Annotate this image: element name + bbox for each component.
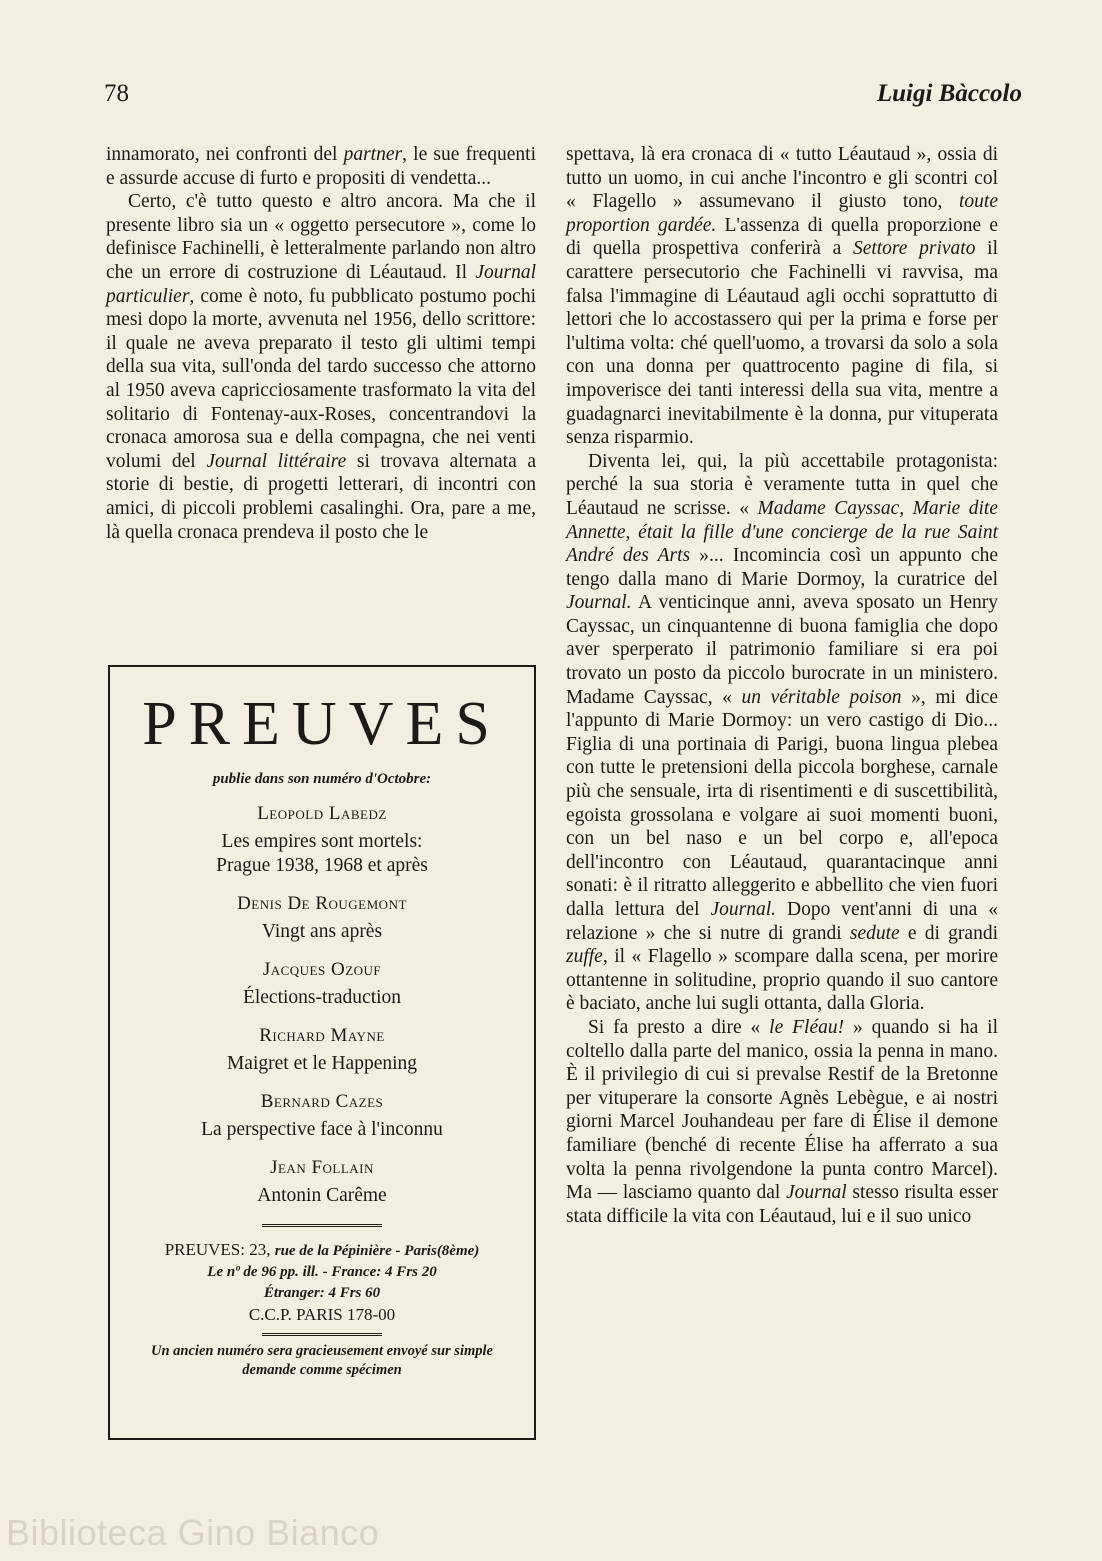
advert-work: Élections-traduction (242, 987, 402, 1008)
text-run: innamorato, nei confronti del (106, 144, 344, 165)
address-label: PREUVES: 23, (164, 1240, 271, 1259)
advert-author: Richard Mayne (259, 1025, 385, 1046)
text-run: » quando si ha il coltello dalla parte del manico, ossia la penna in mano. È il privilegio di cui si prevalse Restif de la Bretonne per vituperare la consorte Agnès Lebègue, e ai nostri giorni Marcel Jouhandeau per fare di Élise il demone familiare (benché di recente Élise ha afferrato a sua volta la penna rivolgendone la punta contro Marcel). Ma — lasciamo quanto dal (566, 1016, 998, 1204)
text-run-italic: Journal particulier (106, 261, 536, 307)
address-street: rue de la Pépinière - Paris (274, 1243, 437, 1259)
advert-author: Jean Follain (270, 1157, 374, 1178)
text-run: Si fa presto a dire « (588, 1016, 770, 1038)
price-line: Le nº de 96 pp. ill. - France: 4 Frs 20 (207, 1264, 437, 1280)
running-head: Luigi Bàccolo (876, 80, 1022, 107)
paragraph-left-2 (106, 190, 536, 544)
advert-entry (110, 1090, 534, 1142)
text-run: Dopo vent'anni di una « relazione » che si nutre di grandi (566, 899, 998, 944)
advert-work: Antonin Carême (257, 1185, 387, 1206)
preuves-advert (108, 665, 536, 1440)
advert-author: Denis De Rougemont (237, 893, 407, 914)
text-run: », mi dice l'appunto di Marie Dormoy: un vero castigo di Dio... Figlia di una portinaia di Parigi, buona lingua plebea con tutte le pretensioni della piccola borghese, carnale più che sensuale, irta di risentimenti e di suscettibilità, egoista grossolana e volgare ai suoi momenti buoni, con un bel naso e un bel corpo e, all'epoca dell'incontro con Léautaud, quarantacinque anni sonati: è il ritratto alleggerito e abbellito che vien fuori dalla lettura del (566, 686, 998, 920)
text-run: stesso risulta esser stata difficile la vita con Léautaud, lui e il suo unico (566, 1182, 999, 1227)
text-run: L'assenza di quella proporzione e di quella prospettiva conferirà a (566, 214, 999, 260)
text-run: si trovava alternata a storie di bestie, di progetti letterari, di incontri con amici, di piccoli problemi casalinghi. Ora, pare a me, là quella cronaca prendeva il posto che le (106, 450, 537, 543)
text-run-italic: Journal. (566, 592, 632, 614)
text-run-italic: Settore privato (852, 238, 976, 260)
text-run: , come è noto, fu pubblicato postumo pochi mesi dopo la morte, avvenuta nel 1956, dello scrittore: il quale ne aveva preparato il testo gli ultimi tempi della sua vita, sull'onda del tardo successo che attorno al 1950 aveva capricciosamente trasformato la vita del solitario di Fontenay-aux-Roses, concentrandovi la cronaca amorosa sua e della compagna, che nei venti volumi del (106, 285, 536, 472)
text-run: »... Incomincia così un appunto che tengo dalla mano di Marie Dormoy, la curatrice del (566, 545, 998, 590)
advert-work: Les empires sont mortels: (221, 831, 423, 852)
text-run-italic: Journal littéraire (206, 450, 347, 472)
address-arrondissement: (8ème) (436, 1243, 480, 1259)
text-run: il carattere persecutorio che Fachinelli vi ravvisa, ma falsa l'immagine di Léautaud agli occhi soprattutto di lettori che lo accostassero qui per la prima e forse per l'ultima volta: ché quell'uomo, a trovarsi da solo a sola con una donna per quattrocento pagine di fila, si impoverisce dei tanti interessi della sua vita, mentre a guadagnarci inevitabilmente è la donna, pur vituperata senza risparmio. (566, 238, 998, 449)
text-run-italic: Journal (786, 1182, 847, 1204)
text-run-italic: partner (343, 144, 403, 165)
text-run-italic: zuffe (566, 946, 603, 968)
text-run: spettava, là era cronaca di « tutto Léautaud », ossia di tutto un uomo, in cui anche l'incontro e gli scontri col « Flagello » assumevano il giusto tono, (566, 144, 998, 213)
advert-work: Vingt ans après (261, 921, 383, 942)
advert-address (110, 1239, 534, 1325)
text-run-italic: sedute (849, 922, 900, 944)
text-run-italic: toute proportion gardée. (566, 191, 998, 236)
paragraph-right-1 (566, 143, 998, 450)
advert-entry (110, 1156, 534, 1208)
address-line (110, 1239, 534, 1262)
paragraph-right-3 (566, 1016, 998, 1228)
right-column (566, 143, 998, 1228)
text-run: Diventa lei, qui, la più accettabile protagonista: perché la sua storia è veramente tutta in quel che Léautaud ne scrisse. « (566, 450, 998, 519)
left-column (106, 143, 536, 544)
paragraph-left-1 (106, 143, 536, 190)
advert-work: La perspective face à l'inconnu (201, 1119, 443, 1140)
advert-work: Maigret et le Happening (226, 1053, 418, 1074)
ccp-line: C.C.P. PARIS 178-00 (248, 1305, 396, 1324)
text-run-italic: un véritable poison (741, 686, 902, 708)
advert-subtitle: publie dans son numéro d'Octobre: (212, 771, 432, 787)
advert-author: Leopold Labedz (257, 803, 387, 824)
advert-author: Bernard Cazes (260, 1091, 384, 1112)
library-watermark: Biblioteca Gino Bianco (6, 1512, 380, 1553)
text-run: A venticinque anni, aveva sposato un Henry Cayssac, un cinquantenne di buona famiglia che dopo aver sperperato il patrimonio familiare si era poi trovato un posto da piccolo burocrate in un ministero. Madame Cayssac, « (566, 592, 998, 708)
advert-entry (110, 1024, 534, 1076)
text-run-italic: Journal. (710, 899, 777, 920)
advert-author: Jacques Ozouf (262, 959, 382, 980)
advert-title: PREUVES (142, 690, 502, 758)
text-run: , il « Flagello » scompare dalla scena, per morire ottantenne in solitudine, proprio quando il suo cantore è baciato, anche lui sugli ottanta, dalla Gloria. (566, 946, 998, 1015)
page-number: 78 (104, 80, 129, 107)
text-run-italic: Madame Cayssac, Marie dite Annette, était la fille d'une concierge de la rue Saint André des Arts (566, 497, 998, 567)
advert-entry (110, 892, 534, 944)
advert-entry (110, 802, 534, 878)
advert-work: Prague 1938, 1968 et après (216, 855, 428, 876)
paragraph-right-2 (566, 450, 998, 1016)
text-run: e di grandi (899, 922, 998, 944)
text-run-italic: le Fléau! (769, 1016, 845, 1038)
price-line: Étranger: 4 Frs 60 (263, 1285, 381, 1301)
advert-entry (110, 958, 534, 1010)
advert-divider (262, 1224, 382, 1229)
text-run: Certo, c'è tutto questo e altro ancora. Ma che il presente libro sia un « oggetto persecutore », come lo definisce Fachinelli, è letteralmente parlando non altro che un errore di costruzione di Léautaud. Il (106, 191, 536, 283)
text-run: , le sue frequenti e assurde accuse di furto e propositi di vendetta... (106, 144, 537, 189)
advert-divider (262, 1333, 382, 1338)
advert-specimen: Un ancien numéro sera gracieusement envoyé sur simple demande comme spécimen (151, 1343, 493, 1378)
